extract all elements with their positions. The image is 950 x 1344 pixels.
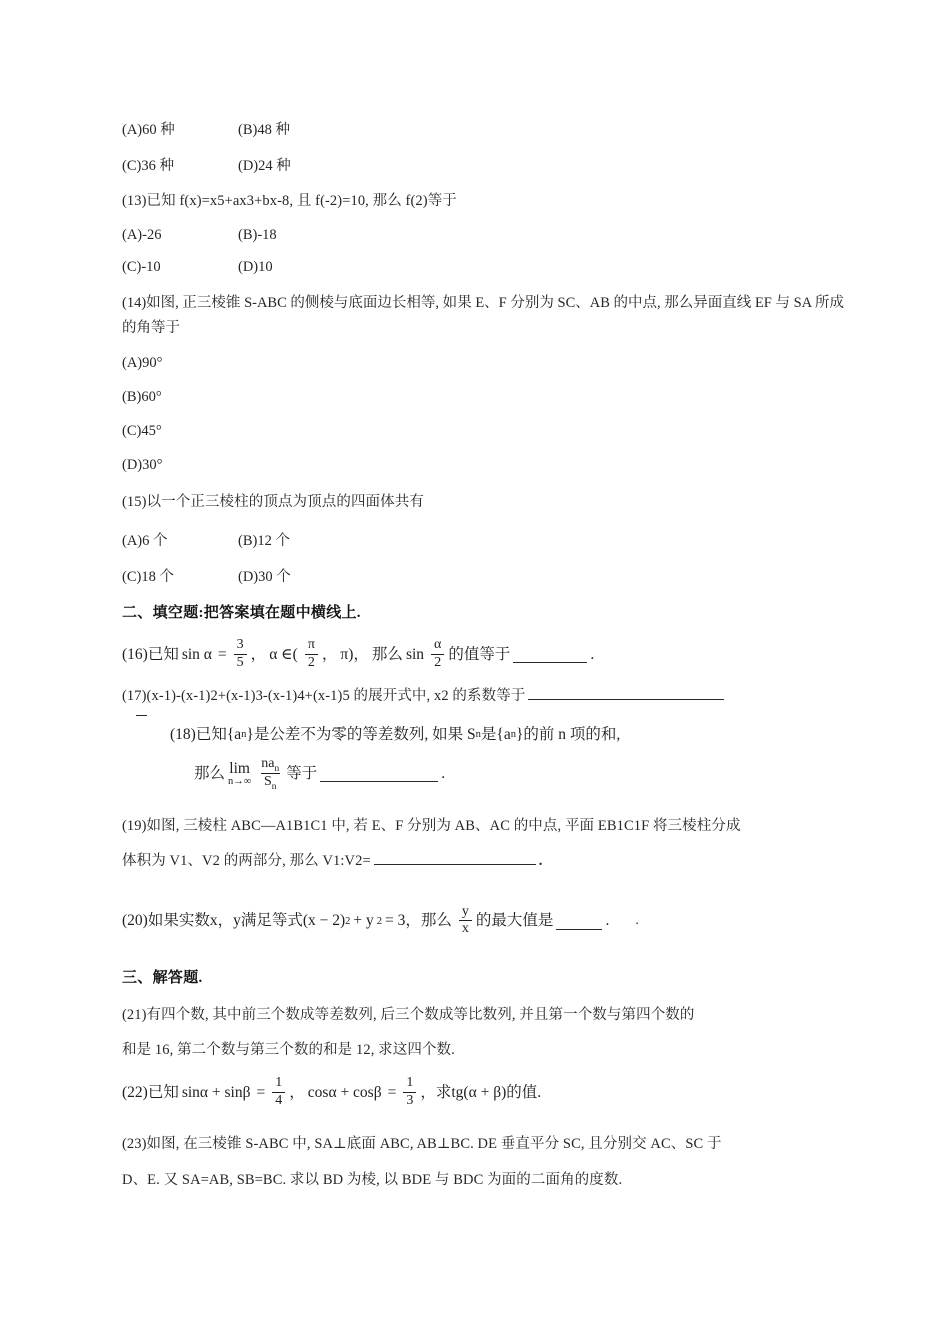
q15-choices-row-1 (122, 529, 844, 550)
q17-stem (122, 685, 844, 707)
q16-answer-blank[interactable] (513, 647, 587, 663)
spacer-after-q20 (122, 952, 844, 962)
section-3-heading: 三、解答题. (122, 969, 203, 986)
q14-stem: (14)如图, 正三棱锥 S-ABC 的侧棱与底面边长相等, 如果 E、F 分别为 SC、AB 的中点, 那么异面直线 EF 与 SA 所成的角等于 (122, 295, 844, 337)
q13-choices-row-2 (122, 259, 844, 276)
q18-then-label: 那么 (194, 765, 226, 783)
q12-choice-d: (D)24 种 (238, 158, 291, 174)
q22-frac2-denominator: 3 (403, 1092, 416, 1109)
q13-choices-row-1 (122, 227, 844, 244)
q13-choice-b: (B)-18 (238, 227, 277, 244)
q22-equals-1: = (256, 1083, 266, 1101)
q17-text: (17)(x-1)-(x-1)2+(x-1)3-(x-1)4+(x-1)5 的展开式中, x2 的系数等于 (122, 688, 526, 705)
q20-frac-denominator: x (459, 920, 472, 937)
q22-label: (22)已知 (122, 1083, 179, 1101)
q16-interval-close: π)， (340, 645, 369, 663)
q20-trailing-dot: . (635, 913, 639, 929)
q20-fraction-y-over-x (459, 905, 472, 937)
q18-text-part-3: 是{a (480, 725, 511, 743)
q16-then: 那么 (371, 645, 403, 663)
q18-num-text: na (261, 756, 275, 772)
q20-frac-numerator: y (461, 903, 469, 919)
q19-answer-blank[interactable] (374, 850, 536, 865)
q20-tail: 的最大值是 (475, 912, 554, 930)
q12-choice-b: (B)48 种 (238, 122, 290, 138)
q12-choice-c: (C)36 种 (122, 158, 174, 174)
q20-period: . (605, 912, 610, 930)
q20-answer-blank[interactable] (556, 914, 602, 930)
q19-end-mark: . (538, 853, 543, 870)
q16-period: . (590, 645, 595, 663)
q18-den-subscript: n (271, 781, 277, 792)
q13-choice-d: (D)10 (238, 259, 273, 276)
q14-choice-c: (C)45° (122, 423, 162, 440)
q16-fraction-three-fifths (234, 638, 247, 670)
q12-choice-a: (A)60 种 (122, 122, 175, 138)
q20-stem: (20)如果实数x，y满足等式(x − 2) 2 + y 2 = 3，那么 $\frac{y}{x}$ 的最大值是 . . (122, 903, 639, 937)
q22-stem (122, 1074, 844, 1109)
q13-choice-a: (A)-26 (122, 227, 162, 244)
q14-choice-d: (D)30° (122, 457, 163, 474)
q16-frac1-denominator: 5 (234, 654, 247, 671)
q17-answer-blank[interactable] (528, 685, 724, 700)
q22-expression-sin: sinα + sinβ (181, 1083, 251, 1101)
q18-tail: 等于 (286, 765, 318, 783)
q16-frac3-denominator: 2 (431, 654, 444, 671)
q21-stem-line-1: (21)有四个数, 其中前三个数成等差数列, 后三个数成等比数列, 并且第一个数与第四个数的 (122, 1006, 695, 1023)
q16-alpha-interval-open: α ∈( (269, 645, 298, 663)
q18-fraction-nan-over-sn (258, 756, 282, 792)
q18-frac-numerator (258, 757, 282, 773)
q22-frac2-numerator: 1 (406, 1074, 414, 1090)
q18-stem-line-2 (122, 758, 844, 790)
q16-fraction-alpha-over-two (431, 638, 444, 670)
q22-comma-1: ， (289, 1083, 305, 1101)
q16-frac2-numerator: π (307, 636, 315, 652)
q19-stem-line-1: (19)如图, 三棱柱 ABC—A1B1C1 中, 若 E、F 分别为 AB、AC 的中点, 平面 EB1C1F 将三棱柱分成 (122, 817, 741, 834)
section-2-heading: 二、填空题:把答案填在题中横线上. (122, 604, 361, 621)
q16-equals: = (217, 645, 227, 663)
q15-choices-row-2 (122, 565, 844, 586)
q16-tail: 的值等于 (448, 645, 511, 663)
q17-stray-underline (136, 715, 147, 716)
q22-tail: 求tg(α + β)的值. (435, 1083, 542, 1101)
q16-frac3-numerator: α (434, 636, 442, 652)
q22-expression-cos: cosα + cosβ (307, 1083, 382, 1101)
q15-choice-b: (B)12 个 (238, 532, 290, 549)
q18-period: . (441, 765, 446, 783)
q18-text-part-1: (18)已知{a (170, 725, 242, 743)
q13-choice-c: (C)-10 (122, 259, 161, 276)
spacer-after-q19 (122, 888, 844, 906)
q16-stem (122, 636, 844, 671)
q12-choices-row-2 (122, 154, 844, 175)
q20-plus-y: + y (353, 912, 374, 930)
q14-choice-a: (A)90° (122, 355, 163, 372)
q18-frac-denominator (261, 773, 280, 790)
limit-lim-label: lim (229, 759, 250, 777)
q15-stem: (15)以一个正三棱柱的顶点为顶点的四面体共有 (122, 494, 424, 511)
limit-operator (228, 761, 251, 788)
q23-stem-line-1: (23)如图, 在三棱锥 S-ABC 中, SA⊥底面 ABC, AB⊥BC. DE 垂直平分 SC, 且分别交 AC、SC 于 (122, 1136, 722, 1153)
q22-frac1-numerator: 1 (275, 1074, 283, 1090)
q15-choice-d: (D)30 个 (238, 568, 291, 585)
limit-subscript: n→∞ (228, 776, 252, 788)
q20-equals-clause: = 3，那么 (385, 912, 452, 930)
q16-sin-label: sin (405, 645, 425, 663)
q14-choice-b: (B)60° (122, 389, 162, 406)
q18-den-text: S (263, 773, 272, 789)
q18-stem-line-1: (18)已知{a n }是公差不为零的等差数列, 如果 S n 是{a n }的前 n 项的和, (170, 725, 621, 743)
q16-label: (16)已知 (122, 645, 179, 663)
q18-text-part-4: }的前 n 项的和, (515, 725, 621, 743)
spacer-after-q22 (122, 1123, 844, 1133)
spacer-after-q18 (122, 805, 844, 815)
q18-text-part-2: }是公差不为零的等差数列, 如果 S (246, 725, 476, 743)
q16-comma-1: ， (250, 645, 267, 663)
q15-choice-c: (C)18 个 (122, 568, 174, 585)
q16-frac1-numerator: 3 (236, 636, 244, 652)
q16-sin-alpha: sin α (181, 645, 212, 663)
q22-comma-2: ， (420, 1083, 436, 1101)
q12-choices-row-1 (122, 118, 844, 139)
q20-prefix: (20)如果实数x，y满足等式(x − 2) (122, 912, 346, 930)
q21-stem-line-2: 和是 16, 第二个数与第三个数的和是 12, 求这四个数. (122, 1042, 455, 1059)
q19-stem-line-2 (122, 850, 844, 872)
q23-stem-line-2: D、E. 又 SA=AB, SB=BC. 求以 BD 为棱, 以 BDE 与 BDC 为面的二面角的度数. (122, 1171, 623, 1188)
q18-answer-blank[interactable] (320, 767, 438, 783)
q15-choice-a: (A)6 个 (122, 532, 168, 549)
q16-fraction-pi-over-two (305, 638, 318, 670)
q22-fraction-one-fourth (272, 1076, 285, 1108)
q18-num-subscript: n (274, 764, 280, 775)
exam-content (122, 118, 844, 1206)
q16-frac2-denominator: 2 (305, 654, 318, 671)
q22-equals-2: = (387, 1083, 397, 1101)
q22-frac1-denominator: 4 (272, 1092, 285, 1109)
q22-fraction-one-third (403, 1076, 416, 1108)
q19-text-part-2: 体积为 V1、V2 的两部分, 那么 V1:V2= (122, 853, 371, 870)
q13-stem: (13)已知 f(x)=x5+ax3+bx-8, 且 f(-2)=10, 那么 f(2)等于 (122, 193, 457, 209)
q16-comma-2: ， (321, 645, 338, 663)
